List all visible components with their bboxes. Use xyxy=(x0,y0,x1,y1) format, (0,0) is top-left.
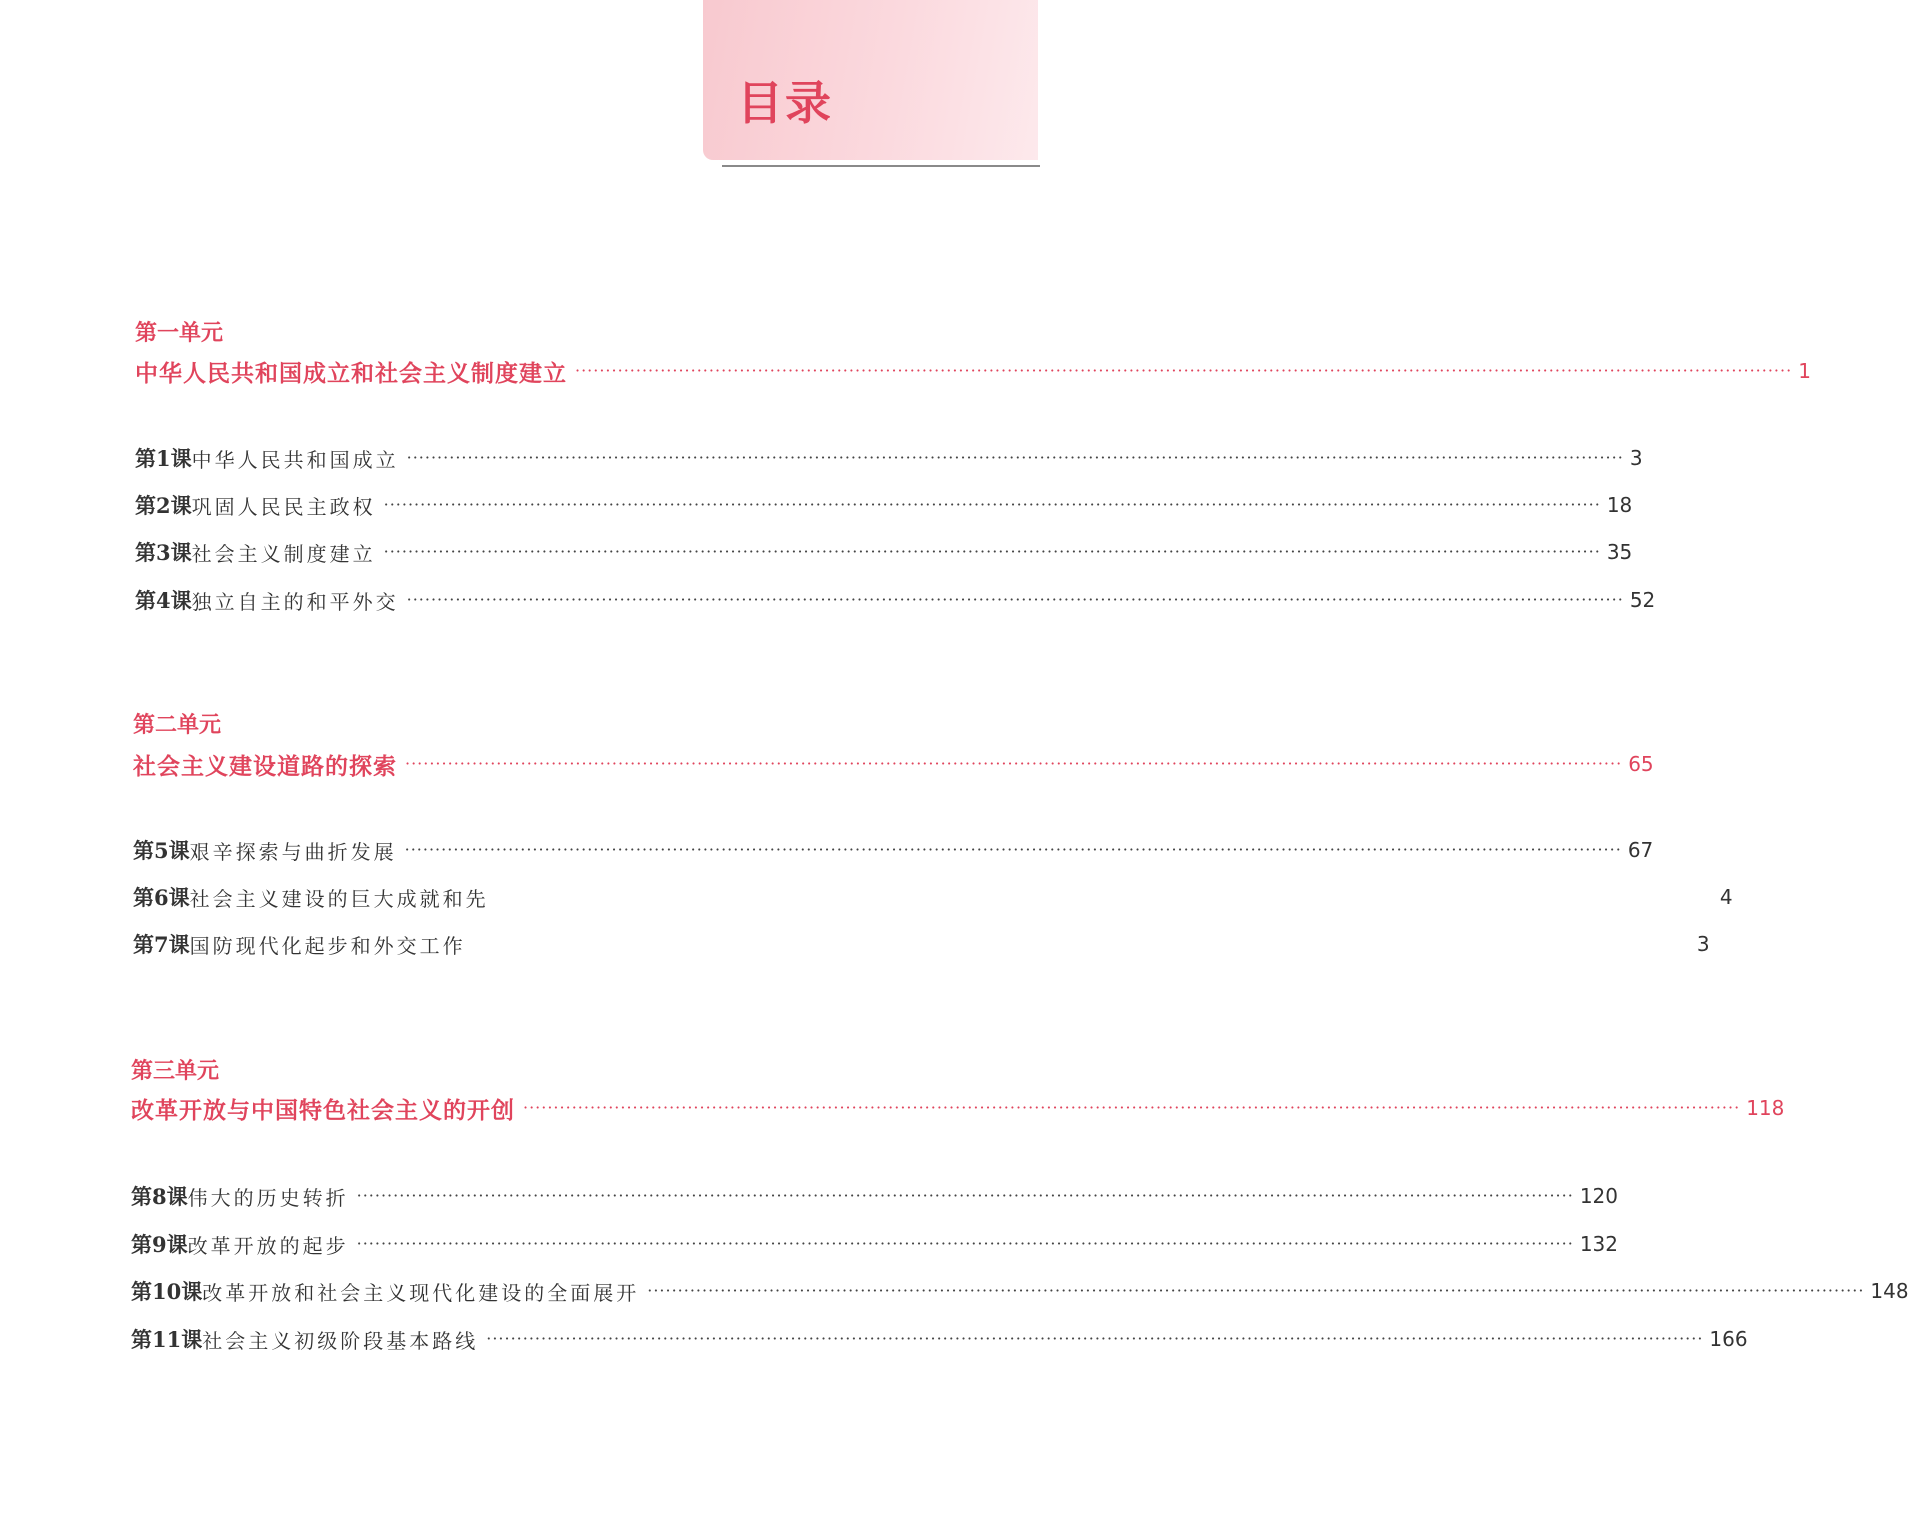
unit-1-label: 第一单元 xyxy=(135,320,224,346)
lesson-number: 第7课 xyxy=(133,932,190,957)
lesson-page: 132 xyxy=(1579,1232,1618,1256)
unit-1-title: 中华人民共和国成立和社会主义制度建立 xyxy=(135,359,567,387)
lesson-number: 第6课 xyxy=(133,885,190,910)
lesson-page: 3 xyxy=(1629,446,1643,470)
leader-dots: ········································································································································································································ xyxy=(404,840,1622,859)
lesson-row[interactable] xyxy=(135,442,1643,474)
leader-dots: ········································································································································································································ xyxy=(383,495,1601,514)
lesson-row[interactable] xyxy=(135,536,1633,568)
lesson-page: 3 xyxy=(1696,932,1710,956)
lesson-row[interactable] xyxy=(133,881,1733,913)
page-title: 目录 xyxy=(737,76,833,130)
lesson-page: 166 xyxy=(1709,1327,1748,1351)
lesson-number: 第9课 xyxy=(131,1232,188,1257)
unit-1-title-row[interactable] xyxy=(135,355,1811,387)
lesson-title: 独立自主的和平外交 xyxy=(191,589,399,614)
lesson-title: 艰辛探索与曲折发展 xyxy=(189,839,397,864)
unit-2-title: 社会主义建设道路的探索 xyxy=(133,752,397,780)
lesson-page: 52 xyxy=(1629,588,1656,612)
lesson-title: 社会主义制度建立 xyxy=(191,541,376,566)
lesson-row[interactable] xyxy=(131,1275,1909,1307)
lesson-row[interactable] xyxy=(131,1228,1618,1260)
leader-dots: ········································································································································································································ xyxy=(406,590,1624,609)
unit-1-page: 1 xyxy=(1798,359,1811,383)
lesson-title: 巩固人民民主政权 xyxy=(191,494,376,519)
unit-3-title: 改革开放与中国特色社会主义的开创 xyxy=(131,1096,515,1124)
lesson-page: 67 xyxy=(1627,838,1654,862)
lesson-title: 伟大的历史转折 xyxy=(187,1185,349,1210)
lesson-row[interactable] xyxy=(135,489,1633,521)
lesson-number: 第1课 xyxy=(135,446,192,471)
unit-2-label: 第二单元 xyxy=(133,712,222,738)
leader-dots: ········································································································································································································ xyxy=(486,1329,1704,1348)
lesson-page: 18 xyxy=(1606,493,1633,517)
lesson-number: 第5课 xyxy=(133,838,190,863)
lesson-title: 国防现代化起步和外交工作 xyxy=(189,933,466,958)
leader-dots: ········································································································································································································ xyxy=(405,754,1623,773)
header-rule xyxy=(722,165,1040,167)
lesson-row[interactable] xyxy=(135,584,1656,616)
lesson-number: 第4课 xyxy=(135,588,192,613)
lesson-row[interactable] xyxy=(133,928,1710,960)
unit-3-title-row[interactable] xyxy=(131,1092,1785,1124)
unit-3-label: 第三单元 xyxy=(131,1058,220,1084)
lesson-page: 120 xyxy=(1579,1184,1618,1208)
lesson-title: 改革开放和社会主义现代化建设的全面展开 xyxy=(202,1280,640,1305)
leader-dots: ········································································································································································································ xyxy=(356,1234,1574,1253)
lesson-page: 35 xyxy=(1606,540,1633,564)
leader-dots: ········································································································································································································ xyxy=(523,1098,1741,1117)
lesson-row[interactable] xyxy=(131,1180,1618,1212)
lesson-number: 第10课 xyxy=(131,1279,203,1304)
leader-dots: ········································································································································································································ xyxy=(383,542,1601,561)
unit-3-page: 118 xyxy=(1746,1096,1785,1120)
lesson-number: 第8课 xyxy=(131,1184,188,1209)
lesson-number: 第3课 xyxy=(135,540,192,565)
lesson-number: 第2课 xyxy=(135,493,192,518)
lesson-row[interactable] xyxy=(131,1323,1748,1355)
lesson-title: 中华人民共和国成立 xyxy=(191,447,399,472)
lesson-row[interactable] xyxy=(133,834,1654,866)
unit-2-title-row[interactable] xyxy=(133,748,1654,780)
lesson-page: 148 xyxy=(1870,1279,1909,1303)
lesson-title: 改革开放的起步 xyxy=(187,1233,349,1258)
lesson-title: 社会主义初级阶段基本路线 xyxy=(202,1328,479,1353)
leader-dots: ········································································································································································································ xyxy=(575,361,1793,380)
leader-dots: ········································································································································································································ xyxy=(647,1281,1865,1300)
lesson-number: 第11课 xyxy=(131,1327,203,1352)
unit-2-page: 65 xyxy=(1628,752,1654,776)
leader-dots: ········································································································································································································ xyxy=(356,1186,1574,1205)
lesson-title: 社会主义建设的巨大成就和先 xyxy=(189,886,489,911)
lesson-page: 4 xyxy=(1719,885,1733,909)
leader-dots: ········································································································································································································ xyxy=(406,448,1624,467)
